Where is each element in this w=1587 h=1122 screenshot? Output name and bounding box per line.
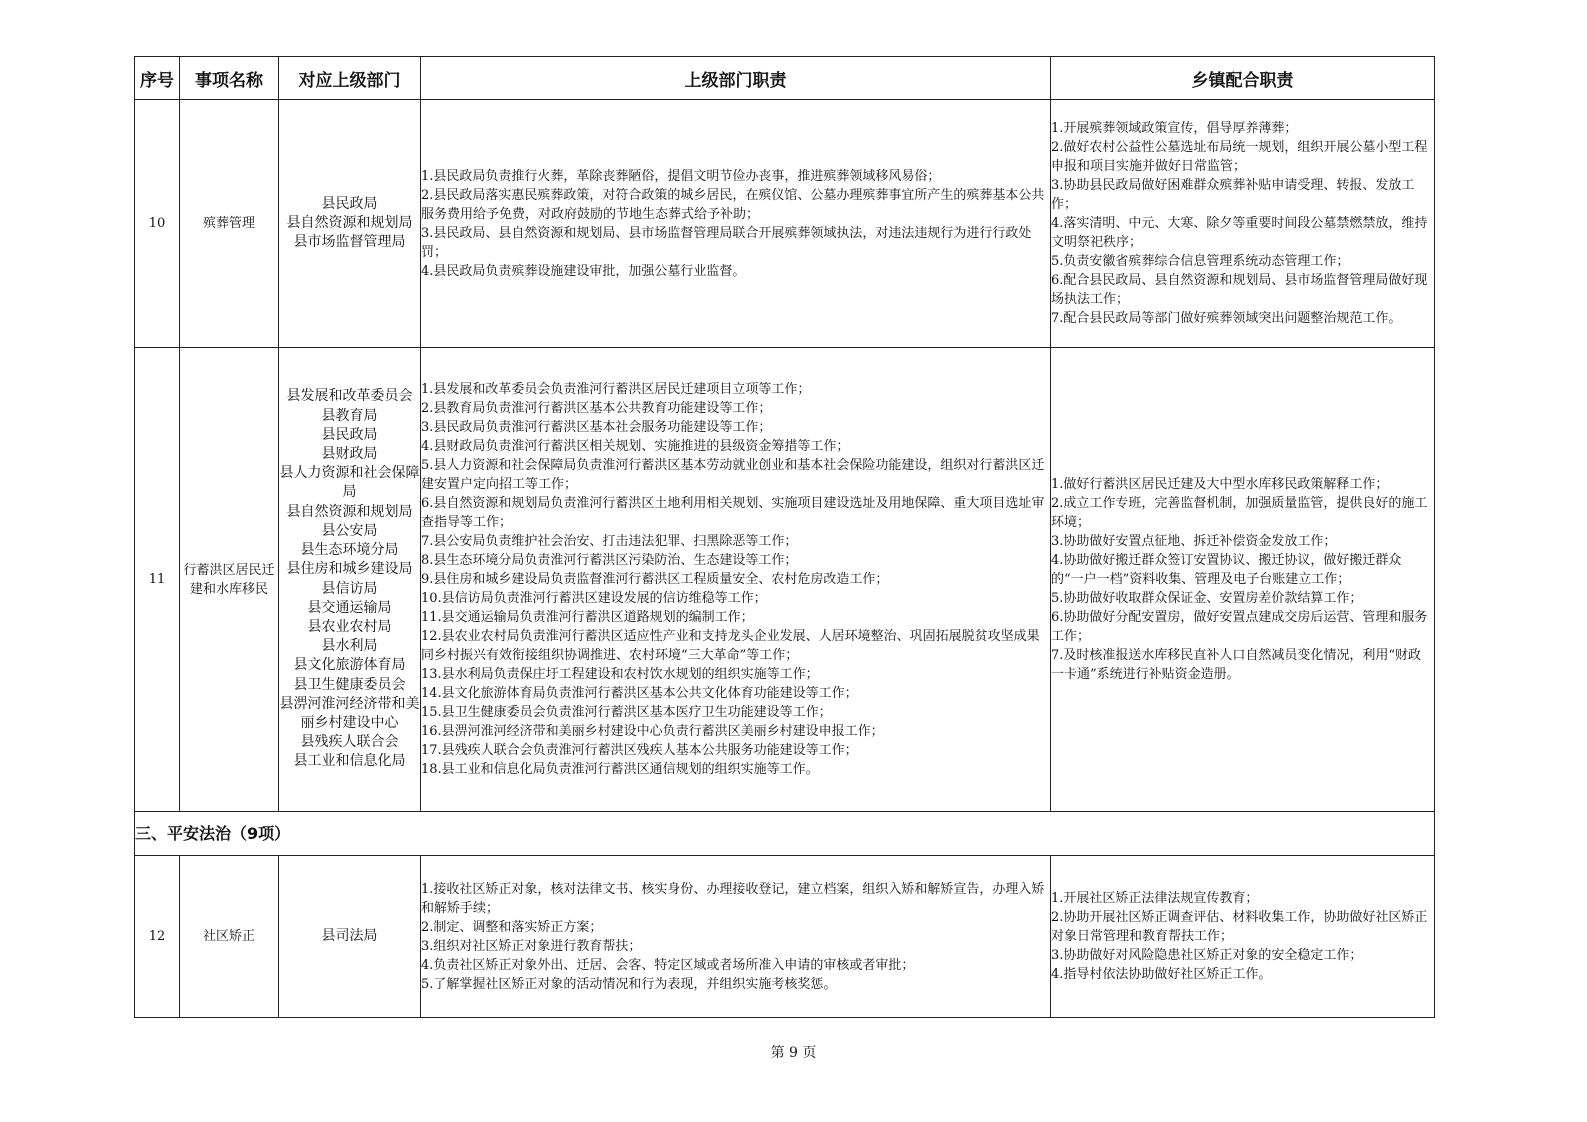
responsibility-table <box>134 56 1435 1018</box>
table-row <box>135 100 1435 348</box>
department-item: 县农业农村局 <box>307 618 392 635</box>
row-item-name: 社区矫正 <box>180 856 279 1018</box>
row-upper-duties <box>421 856 1051 1018</box>
section-title: 三、平安法治（9项） <box>135 812 1435 856</box>
header-item-name: 事项名称 <box>180 57 279 100</box>
row-upper-duties <box>421 348 1051 812</box>
section-row <box>135 812 1435 856</box>
table-row <box>135 348 1435 812</box>
row-departments <box>279 100 421 348</box>
department-item: 县工业和信息化局 <box>293 753 406 770</box>
department-item: 县发展和改革委员会 <box>286 388 413 405</box>
header-upper-dept: 对应上级部门 <box>279 57 421 100</box>
department-item: 县卫生健康委员会 <box>293 676 406 693</box>
row-departments <box>279 856 421 1018</box>
table-row <box>135 856 1435 1018</box>
department-item: 县教育局 <box>321 407 378 424</box>
town-duties-text: 1.做好行蓄洪区居民迁建及大中型水库移民政策解释工作； 2.成立工作专班，完善监督机制，加强质量监管，提供良好的施工环境； 3.协助做好安置点征地、拆迁补偿资金发放工作； 4.协助做好搬迁群众签订安置协议、搬迁协议，做好搬迁群众的“一户一档”资料收集、管理及电子台账建立工作； 5.协助做好收取群众保证金、安置房差价款结算工作； 6.协助做好分配安置房，做好安置点建成交房后运营、管理和服务工作； 7.及时核准报送水库移民直补人口自然减员变化情况，利用“财政一卡通”系统进行补贴资金造册。 <box>1051 477 1428 682</box>
department-item: 县信访局 <box>321 580 378 597</box>
row-town-duties <box>1051 348 1435 812</box>
town-duties-text: 1.开展社区矫正法律法规宣传教育； 2.协助开展社区矫正调查评估、材料收集工作，协助做好社区矫正对象日常管理和教育帮扶工作； 3.协助做好对风险隐患社区矫正对象的安全稳定工作； 4.指导村依法协助做好社区矫正工作。 <box>1051 891 1428 982</box>
header-no: 序号 <box>135 57 180 100</box>
department-item: 县交通运输局 <box>307 599 392 616</box>
upper-duties-text: 1.县民政局负责推行火葬，革除丧葬陋俗，提倡文明节俭办丧事，推进殡葬领域移风易俗； 2.县民政局落实惠民殡葬政策，对符合政策的城乡居民，在殡仪馆、公墓办理殡葬事宜所产生的殡葬基本公共服务费用给予免费，对政府鼓励的节地生态葬式给予补助； 3.县民政局、县自然资源和规划局、县市场监督管理局联合开展殡葬领域执法，对违法违规行为进行行政处罚； 4.县民政局负责殡葬设施建设审批，加强公墓行业监督。 <box>421 168 1045 279</box>
header-row <box>135 57 1435 100</box>
row-item-name: 行蓄洪区居民迁建和水库移民 <box>180 348 279 812</box>
upper-duties-text: 1.县发展和改革委员会负责淮河行蓄洪区居民迁建项目立项等工作； 2.县教育局负责淮河行蓄洪区基本公共教育功能建设等工作； 3.县民政局负责淮河行蓄洪区基本社会服务功能建设等工作； 4.县财政局负责淮河行蓄洪区相关规划、实施推进的县级资金筹措等工作； 5.县人力资源和社会保障局负责淮河行蓄洪区基本劳动就业创业和基本社会保险功能建设，组织对行蓄洪区迁建安置户定向招工等工作； 6.县自然资源和规划局负责淮河行蓄洪区土地利用相关规划、实施项目建设选址及用地保障、重大项目选址审查指导等工作； 7.县公安局负责维护社会治安、打击违法犯罪、扫黑除恶等工作； 8.县生态环境分局负责淮河行蓄洪区污染防治、生态建设等工作； 9.县住房和城乡建设局负责监督淮河行蓄洪区工程质量安全、农村危房改造工作； 10.县信访局负责淮河行蓄洪区建设发展的信访维稳等工作； 11.县交通运输局负责淮河行蓄洪区道路规划的编制工作； 12.县农业农村局负责淮河行蓄洪区适应性产业和支持龙头企业发展、人居环境整治、巩固拓展脱贫攻坚成果同乡村振兴有效衔接组织协调推进、农村环境“三大革命”等工作； 13.县水利局负责保庄圩工程建设和农村饮水规划的组织实施等工作； 14.县文化旅游体育局负责淮河行蓄洪区基本公共文化体育功能建设等工作； 15.县卫生健康委员会负责淮河行蓄洪区基本医疗卫生功能建设等工作； 16.县淠河淮河经济带和美丽乡村建设中心负责行蓄洪区美丽乡村建设申报工作； 17.县残疾人联合会负责淮河行蓄洪区残疾人基本公共服务功能建设等工作； 18.县工业和信息化局负责淮河行蓄洪区通信规划的组织实施等工作。 <box>421 382 1045 777</box>
department-item: 县公安局 <box>321 522 378 539</box>
department-item: 县民政局 <box>321 426 378 443</box>
department-item: 县生态环境分局 <box>300 542 399 559</box>
department-item: 县残疾人联合会 <box>300 734 399 751</box>
department-item: 县司法局 <box>321 927 378 944</box>
department-item: 县人力资源和社会保障局 <box>279 465 420 501</box>
header-upper-duties: 上级部门职责 <box>421 57 1051 100</box>
department-item: 县水利局 <box>321 638 378 655</box>
department-item: 县淠河淮河经济带和美丽乡村建设中心 <box>279 695 420 731</box>
row-town-duties <box>1051 100 1435 348</box>
town-duties-text: 1.开展殡葬领域政策宣传，倡导厚养薄葬； 2.做好农村公益性公墓选址布局统一规划，组织开展公墓小型工程申报和项目实施并做好日常监管； 3.协助县民政局做好困难群众殡葬补贴申请受理、转报、发放工作； 4.落实清明、中元、大寒、除夕等重要时间段公墓禁燃禁放，维持文明祭祀秩序； 5.负责安徽省殡葬综合信息管理系统动态管理工作； 6.配合县民政局、县自然资源和规划局、县市场监督管理局做好现场执法工作； 7.配合县民政局等部门做好殡葬领域突出问题整治规范工作。 <box>1051 121 1428 326</box>
row-town-duties <box>1051 856 1435 1018</box>
row-upper-duties <box>421 100 1051 348</box>
department-item: 县文化旅游体育局 <box>293 657 406 674</box>
header-town-duties: 乡镇配合职责 <box>1051 57 1435 100</box>
department-item: 县住房和城乡建设局 <box>286 561 413 578</box>
department-item: 县民政局 <box>321 195 378 212</box>
row-no: 11 <box>135 348 180 812</box>
row-departments <box>279 348 421 812</box>
department-item: 县市场监督管理局 <box>293 234 406 251</box>
department-item: 县财政局 <box>321 446 378 463</box>
row-no: 10 <box>135 100 180 348</box>
department-item: 县自然资源和规划局 <box>286 214 413 231</box>
row-item-name: 殡葬管理 <box>180 100 279 348</box>
department-item: 县自然资源和规划局 <box>286 503 413 520</box>
row-no: 12 <box>135 856 180 1018</box>
page-number: 第 9 页 <box>770 1045 817 1061</box>
upper-duties-text: 1.接收社区矫正对象，核对法律文书、核实身份、办理接收登记，建立档案，组织入矫和解矫宣告，办理入矫和解矫手续； 2.制定、调整和落实矫正方案； 3.组织对社区矫正对象进行教育帮扶； 4.负责社区矫正对象外出、迁居、会客、特定区域或者场所准入申请的审核或者审批； 5.了解掌握社区矫正对象的活动情况和行为表现，并组织实施考核奖惩。 <box>421 881 1045 992</box>
